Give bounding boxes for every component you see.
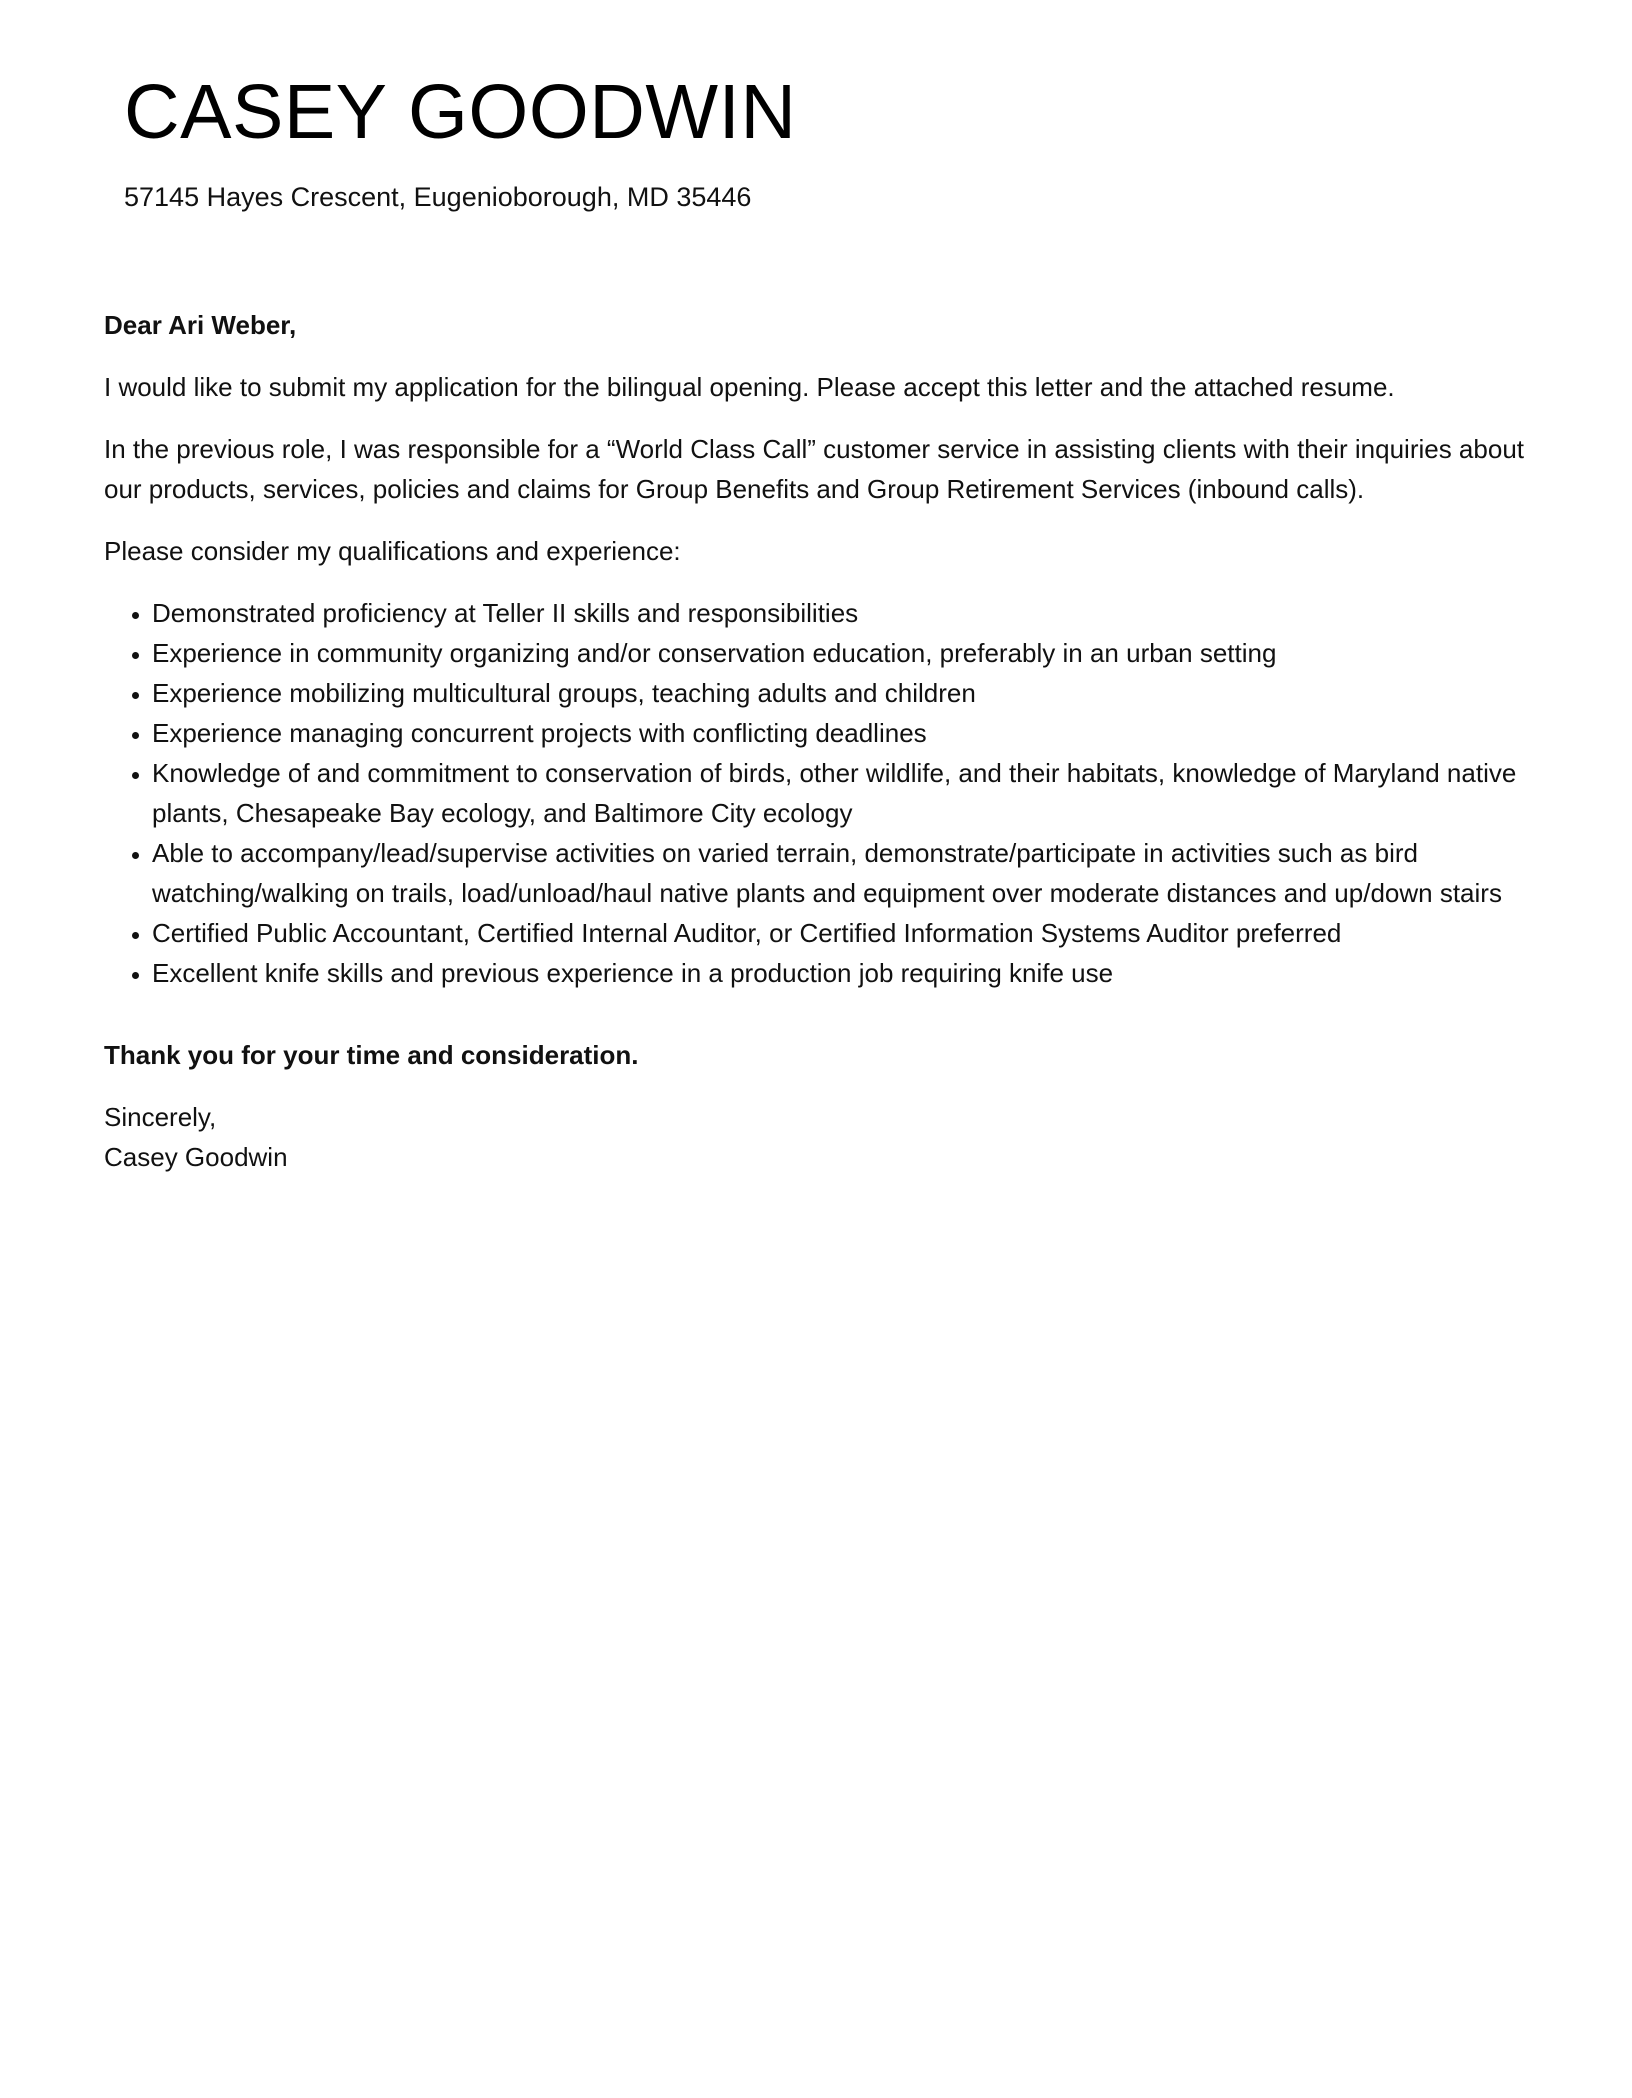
- qualifications-intro: Please consider my qualifications and experience:: [104, 536, 681, 566]
- letter-body: [104, 305, 1544, 1177]
- salutation: Dear Ari Weber,: [104, 310, 297, 340]
- list-item: • Experience managing concurrent projects with conflicting deadlines: [152, 713, 1544, 753]
- letter-header: [124, 70, 1424, 214]
- list-item: • Certified Public Accountant, Certified Internal Auditor, or Certified Information Systems Auditor preferred: [152, 913, 1544, 953]
- signoff-block: [104, 1097, 1544, 1177]
- list-item: • Experience in community organizing and/or conservation education, preferably in an urban setting: [152, 633, 1544, 673]
- list-item: • Excellent knife skills and previous experience in a production job requiring knife use: [152, 953, 1544, 993]
- list-item: • Demonstrated proficiency at Teller II skills and responsibilities: [152, 593, 1544, 633]
- intro-paragraph: I would like to submit my application for the bilingual opening. Please accept this letter and the attached resume.: [104, 372, 1395, 402]
- signoff-text: Sincerely,: [104, 1102, 217, 1132]
- list-item: • Knowledge of and commitment to conservation of birds, other wildlife, and their habitats, knowledge of Maryland native plants, Chesapeake Bay ecology, and Baltimore City ecology: [152, 753, 1544, 833]
- applicant-name: CASEY GOODWIN: [124, 69, 797, 155]
- list-item: • Able to accompany/lead/supervise activities on varied terrain, demonstrate/participate in activities such as bird watching/walking on trails, load/unload/haul native plants and equipment over moderate distances and up/down stairs: [152, 833, 1544, 913]
- experience-paragraph: In the previous role, I was responsible for a “World Class Call” customer service in assisting clients with their inquiries about our products, services, policies and claims for Group Benefits and Group Retirement Services (inbound calls).: [104, 434, 1524, 504]
- qualifications-list: [104, 593, 1544, 993]
- closing-thanks: Thank you for your time and consideration.: [104, 1040, 639, 1070]
- signature-name: Casey Goodwin: [104, 1142, 288, 1172]
- applicant-address: 57145 Hayes Crescent, Eugenioborough, MD 35446: [124, 181, 752, 212]
- list-item: • Experience mobilizing multicultural groups, teaching adults and children: [152, 673, 1544, 713]
